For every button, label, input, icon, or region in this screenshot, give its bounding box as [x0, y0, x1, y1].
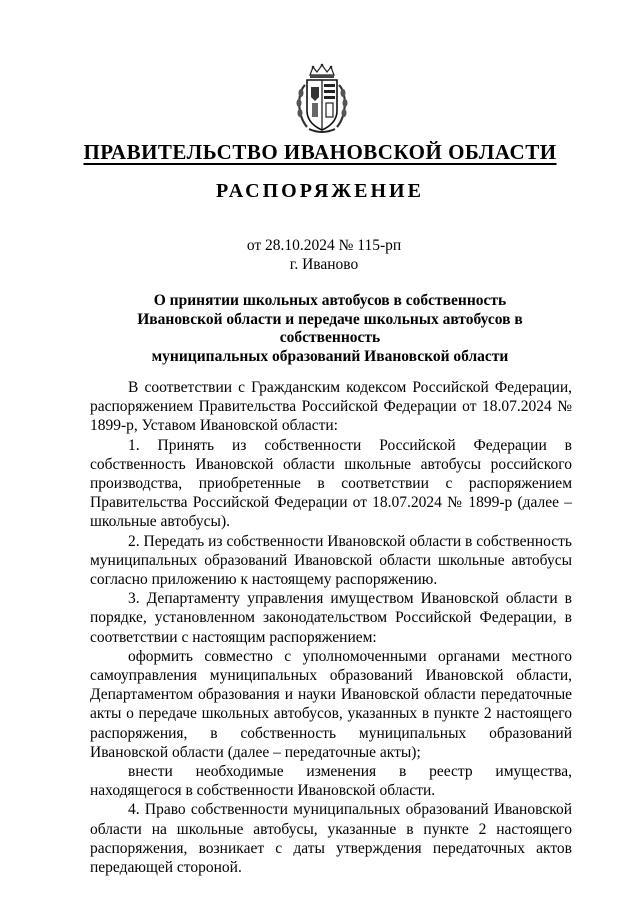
- document-meta: [0, 236, 640, 274]
- clause-2: 2. Передать из собственности Ивановской области в собственность муниципальных образований Ивановской области школьные автобусы согласно приложению к настоящему распоряжению.: [90, 532, 572, 589]
- clause-3-item-1: оформить совместно с уполномоченными органами местного самоуправления муниципальных образований Ивановской области, Департаментом образования и науки Ивановской области передаточные акты о передаче школьных автобусов, указанных в пункте 2 настоящего распоряжения, в собственность муниципальных образований Ивановской области (далее – передаточные акты);: [90, 647, 572, 761]
- document-type: РАСПОРЯЖЕНИЕ: [216, 180, 424, 202]
- clause-3: 3. Департаменту управления имуществом Ивановской области в порядке, установленном законодательством Российской Федерации, в соответствии с настоящим распоряжением:: [90, 590, 572, 646]
- subject-line-3: муниципальных образований Ивановской области: [151, 347, 509, 365]
- government-title: ПРАВИТЕЛЬСТВО ИВАНОВСКОЙ ОБЛАСТИ: [83, 140, 557, 164]
- clause-1: 1. Принять из собственности Российской Федерации в собственность Ивановской области школьные автобусы российского производства, приобретенные в соответствии с распоряжением Правительства Российской Федерации от 18.07.2024 № 1899-р (далее – школьные автобусы).: [90, 436, 572, 531]
- document-subject: [88, 292, 572, 366]
- subject-line-2: Ивановской области и передаче школьных автобусов в собственность: [137, 310, 523, 346]
- document-body: [90, 378, 572, 877]
- ivanovo-oblast-coat-of-arms-icon: [293, 63, 351, 135]
- date-number: от 28.10.2024 № 115-рп: [246, 237, 402, 254]
- subject-line-1: О принятии школьных автобусов в собственность: [153, 292, 507, 309]
- city: г. Иваново: [289, 256, 359, 273]
- preamble-paragraph: В соответствии с Гражданским кодексом Российской Федерации, распоряжением Правительства Российской Федерации от 18.07.2024 № 1899-р, Уставом Ивановской области:: [90, 379, 572, 435]
- clause-4: 4. Право собственности муниципальных образований Ивановской области на школьные автобусы, указанные в пункте 2 настоящего распоряжения, возникает с даты утверждения передаточных актов передающей стороной.: [90, 801, 572, 877]
- clause-3-item-2: внести необходимые изменения в реестр имущества, находящегося в собственности Ивановской области.: [90, 763, 572, 800]
